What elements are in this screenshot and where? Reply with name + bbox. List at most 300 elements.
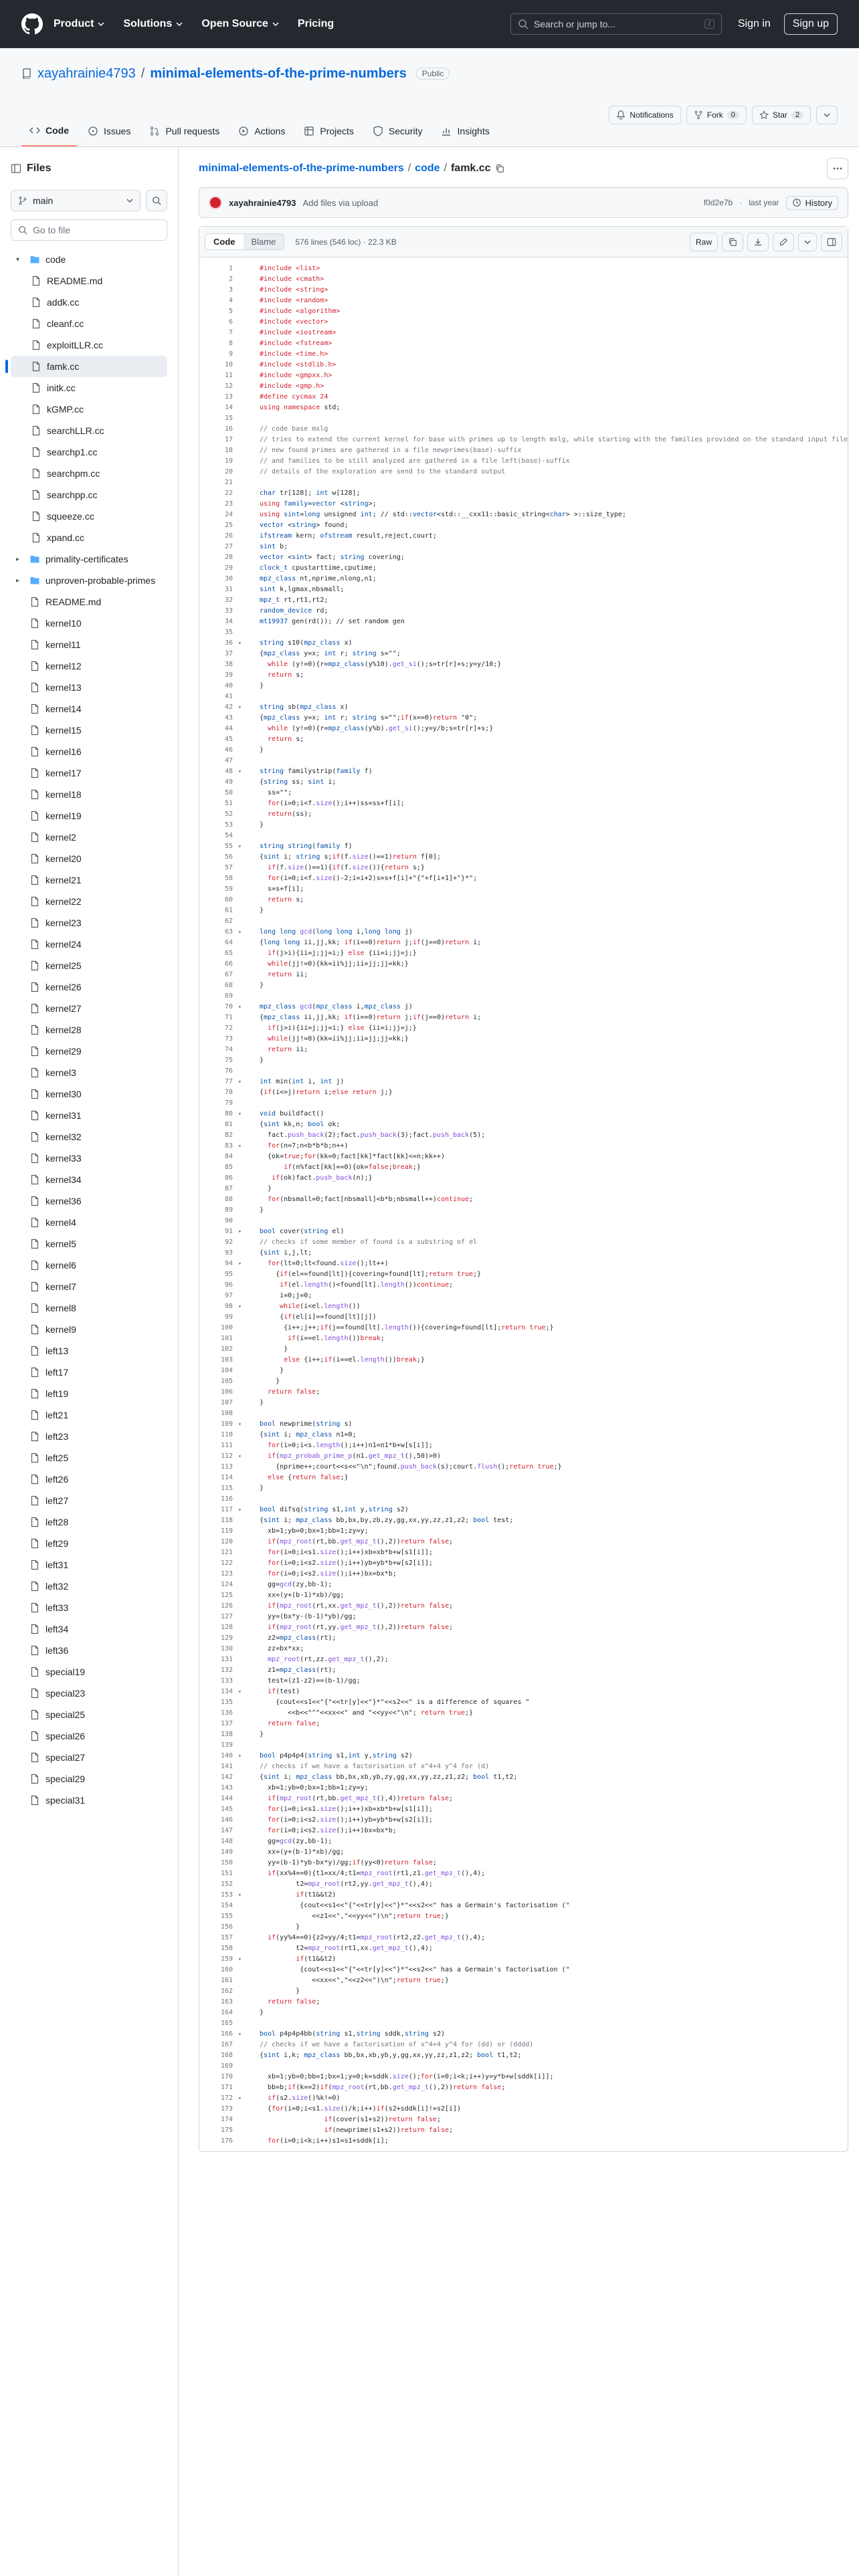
line-number[interactable]: 101: [220, 1334, 233, 1342]
star-button[interactable]: [752, 106, 811, 124]
line-number[interactable]: 137: [220, 1719, 233, 1727]
line-number[interactable]: 81: [224, 1120, 233, 1128]
tree-file[interactable]: [11, 634, 167, 655]
line-number[interactable]: 11: [224, 371, 233, 379]
tree-file[interactable]: [11, 1683, 167, 1704]
blame-view-tab[interactable]: Blame: [244, 234, 284, 249]
line-number[interactable]: 34: [224, 617, 233, 625]
line-number[interactable]: 90: [224, 1216, 233, 1224]
tree-file[interactable]: [11, 1340, 167, 1362]
fold-icon[interactable]: ▾: [238, 1142, 242, 1149]
line-number[interactable]: 138: [220, 1730, 233, 1738]
tree-file[interactable]: [11, 1426, 167, 1447]
line-number[interactable]: 24: [224, 510, 233, 518]
tree-file[interactable]: [11, 399, 167, 420]
fold-icon[interactable]: ▾: [238, 1003, 242, 1010]
global-search-input[interactable]: [510, 13, 722, 35]
line-number[interactable]: 127: [220, 1612, 233, 1620]
line-number[interactable]: 166: [220, 2030, 233, 2038]
line-number[interactable]: 14: [224, 403, 233, 411]
tree-file[interactable]: [11, 463, 167, 484]
tree-file[interactable]: [11, 976, 167, 998]
line-number[interactable]: 31: [224, 585, 233, 593]
line-number[interactable]: 98: [224, 1302, 233, 1310]
line-number[interactable]: 87: [224, 1184, 233, 1192]
line-number[interactable]: 6: [228, 318, 233, 326]
line-number[interactable]: 63: [224, 928, 233, 936]
fold-icon[interactable]: ▾: [238, 2095, 242, 2101]
line-number[interactable]: 76: [224, 1067, 233, 1075]
tree-file[interactable]: [11, 527, 167, 548]
line-number[interactable]: 115: [220, 1484, 233, 1492]
line-number[interactable]: 157: [220, 1933, 233, 1941]
line-number[interactable]: 107: [220, 1398, 233, 1406]
line-number[interactable]: 99: [224, 1313, 233, 1321]
line-number[interactable]: 140: [220, 1751, 233, 1759]
line-number[interactable]: 145: [220, 1805, 233, 1813]
fold-icon[interactable]: ▾: [238, 1688, 242, 1695]
line-number[interactable]: 80: [224, 1109, 233, 1117]
line-number[interactable]: 1: [228, 264, 233, 272]
repo-owner-link[interactable]: xayahrainie4793: [37, 66, 136, 81]
fold-icon[interactable]: ▾: [238, 1420, 242, 1427]
line-number[interactable]: 129: [220, 1634, 233, 1642]
line-number[interactable]: 122: [220, 1559, 233, 1567]
line-number[interactable]: 79: [224, 1099, 233, 1107]
line-number[interactable]: 111: [220, 1441, 233, 1449]
tree-file[interactable]: [11, 1233, 167, 1255]
line-number[interactable]: 62: [224, 917, 233, 925]
line-number[interactable]: 82: [224, 1131, 233, 1139]
line-number[interactable]: 176: [220, 2137, 233, 2145]
tab-actions[interactable]: [230, 118, 293, 146]
tree-file[interactable]: [11, 1790, 167, 1811]
line-number[interactable]: 49: [224, 778, 233, 786]
line-number[interactable]: 103: [220, 1356, 233, 1364]
line-number[interactable]: 143: [220, 1784, 233, 1792]
tab-projects[interactable]: [296, 118, 362, 146]
fold-icon[interactable]: ▾: [238, 768, 242, 774]
sign-up-button[interactable]: Sign up: [784, 13, 838, 35]
line-number[interactable]: 167: [220, 2040, 233, 2048]
tree-file[interactable]: [11, 1297, 167, 1319]
line-number[interactable]: 112: [220, 1452, 233, 1460]
line-number[interactable]: 169: [220, 2062, 233, 2070]
tree-file[interactable]: [11, 891, 167, 912]
chevron-right-icon[interactable]: ▸: [16, 576, 20, 584]
fold-icon[interactable]: ▾: [238, 1453, 242, 1459]
line-number[interactable]: 156: [220, 1923, 233, 1931]
tree-folder[interactable]: [11, 570, 167, 591]
line-number[interactable]: 68: [224, 981, 233, 989]
line-number[interactable]: 121: [220, 1548, 233, 1556]
tab-insights[interactable]: [433, 118, 497, 146]
line-number[interactable]: 38: [224, 660, 233, 668]
tree-file[interactable]: [11, 827, 167, 848]
line-number[interactable]: 139: [220, 1741, 233, 1749]
line-number[interactable]: 155: [220, 1912, 233, 1920]
line-number[interactable]: 175: [220, 2126, 233, 2134]
history-button[interactable]: [786, 196, 838, 210]
line-number[interactable]: 13: [224, 393, 233, 401]
tab-pull-requests[interactable]: [141, 118, 227, 146]
tree-file[interactable]: [11, 1019, 167, 1041]
line-number[interactable]: 56: [224, 853, 233, 861]
chevron-right-icon[interactable]: ▸: [16, 555, 20, 563]
line-number[interactable]: 123: [220, 1570, 233, 1578]
line-number[interactable]: 116: [220, 1495, 233, 1503]
tree-file[interactable]: [11, 1105, 167, 1126]
tree-file[interactable]: [11, 441, 167, 463]
line-number[interactable]: 94: [224, 1259, 233, 1267]
line-number[interactable]: 52: [224, 810, 233, 818]
line-number[interactable]: 40: [224, 681, 233, 689]
line-number[interactable]: 105: [220, 1377, 233, 1385]
line-number[interactable]: 45: [224, 735, 233, 743]
tree-file[interactable]: [11, 998, 167, 1019]
line-number[interactable]: 151: [220, 1869, 233, 1877]
tree-file[interactable]: [11, 1447, 167, 1469]
tree-file[interactable]: [11, 1768, 167, 1790]
tree-file[interactable]: [11, 1062, 167, 1083]
tree-file[interactable]: [11, 1083, 167, 1105]
line-number[interactable]: 158: [220, 1944, 233, 1952]
repo-name-link[interactable]: minimal-elements-of-the-prime-numbers: [150, 66, 407, 81]
tree-file[interactable]: [11, 377, 167, 399]
tree-file[interactable]: [11, 313, 167, 334]
fork-button[interactable]: [686, 106, 747, 124]
line-number[interactable]: 4: [228, 296, 233, 304]
line-number[interactable]: 113: [220, 1463, 233, 1471]
line-number[interactable]: 18: [224, 446, 233, 454]
line-number[interactable]: 149: [220, 1848, 233, 1856]
download-button[interactable]: [747, 233, 769, 251]
line-number[interactable]: 134: [220, 1687, 233, 1695]
line-number[interactable]: 60: [224, 895, 233, 903]
tab-security[interactable]: [365, 118, 431, 146]
tree-file[interactable]: [11, 1533, 167, 1554]
tree-file[interactable]: [11, 1747, 167, 1768]
fold-icon[interactable]: ▾: [238, 1955, 242, 1962]
line-number[interactable]: 61: [224, 906, 233, 914]
tree-file[interactable]: [11, 848, 167, 869]
tree-file[interactable]: [11, 1490, 167, 1511]
line-number[interactable]: 164: [220, 2008, 233, 2016]
line-number[interactable]: 27: [224, 542, 233, 550]
line-number[interactable]: 12: [224, 382, 233, 390]
sign-in-link[interactable]: Sign in: [737, 18, 771, 29]
tree-file[interactable]: [11, 912, 167, 934]
line-number[interactable]: 125: [220, 1591, 233, 1599]
tree-file[interactable]: [11, 1704, 167, 1725]
line-number[interactable]: 51: [224, 799, 233, 807]
commit-sha[interactable]: f0d2e7b: [703, 198, 733, 207]
line-number[interactable]: 10: [224, 360, 233, 368]
fold-icon[interactable]: ▾: [238, 2030, 242, 2037]
nav-open-source[interactable]: [201, 18, 279, 30]
line-number[interactable]: 73: [224, 1035, 233, 1043]
line-number[interactable]: 174: [220, 2115, 233, 2123]
line-number[interactable]: 95: [224, 1270, 233, 1278]
tree-file[interactable]: [11, 1212, 167, 1233]
line-number[interactable]: 42: [224, 703, 233, 711]
tab-code[interactable]: [21, 118, 77, 146]
line-number[interactable]: 160: [220, 1965, 233, 1973]
line-number[interactable]: 69: [224, 992, 233, 1000]
line-number[interactable]: 150: [220, 1858, 233, 1866]
sidebar-toggle-icon[interactable]: [11, 163, 21, 174]
tree-file[interactable]: [11, 591, 167, 613]
symbols-panel-button[interactable]: [821, 233, 842, 251]
tree-file[interactable]: [11, 1148, 167, 1169]
line-number[interactable]: 154: [220, 1901, 233, 1909]
commit-author[interactable]: xayahrainie4793: [229, 197, 296, 208]
tree-file[interactable]: [11, 1319, 167, 1340]
line-number[interactable]: 170: [220, 2072, 233, 2080]
line-number[interactable]: 33: [224, 607, 233, 615]
tree-file[interactable]: [11, 1190, 167, 1212]
line-number[interactable]: 75: [224, 1056, 233, 1064]
line-number[interactable]: 66: [224, 960, 233, 968]
line-number[interactable]: 28: [224, 553, 233, 561]
fold-icon[interactable]: ▾: [238, 1506, 242, 1513]
line-number[interactable]: 131: [220, 1655, 233, 1663]
edit-button[interactable]: [773, 233, 794, 251]
tree-file[interactable]: [11, 934, 167, 955]
line-number[interactable]: 159: [220, 1955, 233, 1963]
line-number[interactable]: 114: [220, 1473, 233, 1481]
tree-file[interactable]: [11, 613, 167, 634]
notifications-button[interactable]: [609, 106, 680, 124]
line-number[interactable]: 44: [224, 724, 233, 732]
line-number[interactable]: 21: [224, 478, 233, 486]
line-number[interactable]: 117: [220, 1505, 233, 1513]
line-number[interactable]: 43: [224, 714, 233, 722]
line-number[interactable]: 37: [224, 649, 233, 657]
line-number[interactable]: 163: [220, 1998, 233, 2006]
line-number[interactable]: 35: [224, 628, 233, 636]
line-number[interactable]: 88: [224, 1195, 233, 1203]
breadcrumb-folder[interactable]: code: [415, 163, 440, 174]
breadcrumb-repo[interactable]: minimal-elements-of-the-prime-numbers: [199, 163, 404, 174]
line-number[interactable]: 85: [224, 1163, 233, 1171]
line-number[interactable]: 78: [224, 1088, 233, 1096]
line-number[interactable]: 136: [220, 1709, 233, 1717]
star-dropdown-button[interactable]: [816, 106, 838, 124]
line-number[interactable]: 5: [228, 307, 233, 315]
commit-message[interactable]: Add files via upload: [302, 197, 379, 208]
line-number[interactable]: 161: [220, 1976, 233, 1984]
line-number[interactable]: 72: [224, 1024, 233, 1032]
tree-file[interactable]: [11, 869, 167, 891]
line-number[interactable]: 133: [220, 1677, 233, 1685]
tree-file[interactable]: [11, 356, 167, 377]
tree-file[interactable]: [11, 1276, 167, 1297]
line-number[interactable]: 48: [224, 767, 233, 775]
raw-button[interactable]: Raw: [690, 233, 718, 251]
line-number[interactable]: 25: [224, 521, 233, 529]
code-view-tab[interactable]: Code: [205, 234, 244, 249]
nav-pricing[interactable]: [298, 18, 334, 30]
tree-file[interactable]: [11, 484, 167, 506]
nav-product[interactable]: [54, 18, 104, 30]
line-number[interactable]: 71: [224, 1013, 233, 1021]
line-number[interactable]: 17: [224, 435, 233, 443]
line-number[interactable]: 36: [224, 639, 233, 647]
tree-file[interactable]: [11, 1576, 167, 1597]
fold-icon[interactable]: ▾: [238, 704, 242, 710]
tree-file[interactable]: [11, 1469, 167, 1490]
avatar[interactable]: [209, 196, 222, 209]
copy-raw-button[interactable]: [722, 233, 743, 251]
line-number[interactable]: 132: [220, 1666, 233, 1674]
fold-icon[interactable]: ▾: [238, 1110, 242, 1117]
line-number[interactable]: 16: [224, 425, 233, 433]
line-number[interactable]: 110: [220, 1430, 233, 1438]
tree-file[interactable]: [11, 1597, 167, 1618]
tree-file[interactable]: [11, 698, 167, 720]
tree-file[interactable]: [11, 334, 167, 356]
line-number[interactable]: 93: [224, 1249, 233, 1257]
nav-solutions[interactable]: [123, 18, 183, 30]
line-number[interactable]: 148: [220, 1837, 233, 1845]
tree-file[interactable]: [11, 720, 167, 741]
line-number[interactable]: 109: [220, 1420, 233, 1428]
line-number[interactable]: 23: [224, 500, 233, 508]
fold-icon[interactable]: ▾: [238, 1260, 242, 1267]
line-number[interactable]: 84: [224, 1152, 233, 1160]
line-number[interactable]: 77: [224, 1077, 233, 1085]
line-number[interactable]: 15: [224, 414, 233, 422]
line-number[interactable]: 128: [220, 1623, 233, 1631]
line-number[interactable]: 118: [220, 1516, 233, 1524]
github-logo-icon[interactable]: [21, 13, 43, 35]
tab-issues[interactable]: [80, 118, 138, 146]
line-number[interactable]: 173: [220, 2105, 233, 2113]
line-number[interactable]: 26: [224, 532, 233, 540]
fold-icon[interactable]: ▾: [238, 843, 242, 849]
line-number[interactable]: 46: [224, 746, 233, 754]
line-number[interactable]: 124: [220, 1580, 233, 1588]
line-number[interactable]: 50: [224, 788, 233, 796]
line-number[interactable]: 92: [224, 1238, 233, 1246]
line-number[interactable]: 47: [224, 756, 233, 764]
tree-file[interactable]: [11, 420, 167, 441]
line-number[interactable]: 39: [224, 671, 233, 679]
line-number[interactable]: 70: [224, 1002, 233, 1010]
edit-dropdown-button[interactable]: [798, 233, 817, 251]
tree-file[interactable]: [11, 955, 167, 976]
line-number[interactable]: 162: [220, 1987, 233, 1995]
fold-icon[interactable]: ▾: [238, 928, 242, 935]
line-number[interactable]: 30: [224, 574, 233, 582]
line-number[interactable]: 104: [220, 1366, 233, 1374]
fold-icon[interactable]: ▾: [238, 1303, 242, 1309]
tree-file[interactable]: [11, 805, 167, 827]
tree-file[interactable]: [11, 1126, 167, 1148]
line-number[interactable]: 32: [224, 596, 233, 604]
tree-file[interactable]: [11, 1511, 167, 1533]
line-number[interactable]: 119: [220, 1527, 233, 1535]
line-number[interactable]: 146: [220, 1816, 233, 1824]
line-number[interactable]: 152: [220, 1880, 233, 1888]
line-number[interactable]: 29: [224, 564, 233, 572]
tree-file[interactable]: [11, 1255, 167, 1276]
line-number[interactable]: 58: [224, 874, 233, 882]
line-number[interactable]: 19: [224, 457, 233, 465]
chevron-down-icon[interactable]: ▾: [16, 255, 20, 263]
fold-icon[interactable]: ▾: [238, 1752, 242, 1759]
tree-file[interactable]: [11, 1169, 167, 1190]
line-number[interactable]: 168: [220, 2051, 233, 2059]
fold-icon[interactable]: ▾: [238, 1228, 242, 1235]
line-number[interactable]: 147: [220, 1826, 233, 1834]
line-number[interactable]: 65: [224, 949, 233, 957]
line-number[interactable]: 130: [220, 1644, 233, 1652]
line-number[interactable]: 57: [224, 863, 233, 871]
line-number[interactable]: 59: [224, 885, 233, 893]
line-number[interactable]: 106: [220, 1388, 233, 1396]
line-number[interactable]: 120: [220, 1537, 233, 1545]
line-number[interactable]: 142: [220, 1773, 233, 1781]
line-number[interactable]: 102: [220, 1345, 233, 1353]
line-number[interactable]: 97: [224, 1291, 233, 1299]
tree-file[interactable]: [11, 1661, 167, 1683]
line-number[interactable]: 86: [224, 1174, 233, 1182]
line-number[interactable]: 96: [224, 1281, 233, 1289]
line-number[interactable]: 53: [224, 821, 233, 829]
line-number[interactable]: 54: [224, 831, 233, 839]
copy-path-icon[interactable]: [495, 164, 504, 173]
line-number[interactable]: 83: [224, 1142, 233, 1150]
fold-icon[interactable]: ▾: [238, 639, 242, 646]
line-number[interactable]: 165: [220, 2019, 233, 2027]
line-number[interactable]: 135: [220, 1698, 233, 1706]
tree-file[interactable]: [11, 1362, 167, 1383]
line-number[interactable]: 9: [228, 350, 233, 358]
tree-file[interactable]: [11, 506, 167, 527]
tree-file[interactable]: [11, 741, 167, 762]
line-number[interactable]: 22: [224, 489, 233, 497]
line-number[interactable]: 8: [228, 339, 233, 347]
more-options-button[interactable]: [827, 158, 848, 179]
tree-file[interactable]: [11, 1554, 167, 1576]
tree-file[interactable]: [11, 1404, 167, 1426]
tree-folder[interactable]: [11, 249, 167, 270]
line-number[interactable]: 7: [228, 328, 233, 336]
line-number[interactable]: 126: [220, 1602, 233, 1610]
tree-file[interactable]: [11, 270, 167, 292]
tree-file[interactable]: [11, 1041, 167, 1062]
tree-file[interactable]: [11, 1640, 167, 1661]
line-number[interactable]: 141: [220, 1762, 233, 1770]
branch-selector[interactable]: [11, 190, 140, 211]
fold-icon[interactable]: ▾: [238, 1078, 242, 1085]
tree-file[interactable]: [11, 762, 167, 784]
line-number[interactable]: 20: [224, 467, 233, 475]
tree-file[interactable]: [11, 292, 167, 313]
line-number[interactable]: 64: [224, 938, 233, 946]
line-number[interactable]: 67: [224, 970, 233, 978]
fold-icon[interactable]: ▾: [238, 1891, 242, 1898]
file-search-button[interactable]: [146, 190, 167, 211]
line-number[interactable]: 100: [220, 1323, 233, 1331]
line-number[interactable]: 89: [224, 1206, 233, 1214]
tree-file[interactable]: [11, 677, 167, 698]
go-to-file-input[interactable]: [11, 219, 167, 241]
line-number[interactable]: 172: [220, 2094, 233, 2102]
line-number[interactable]: 55: [224, 842, 233, 850]
